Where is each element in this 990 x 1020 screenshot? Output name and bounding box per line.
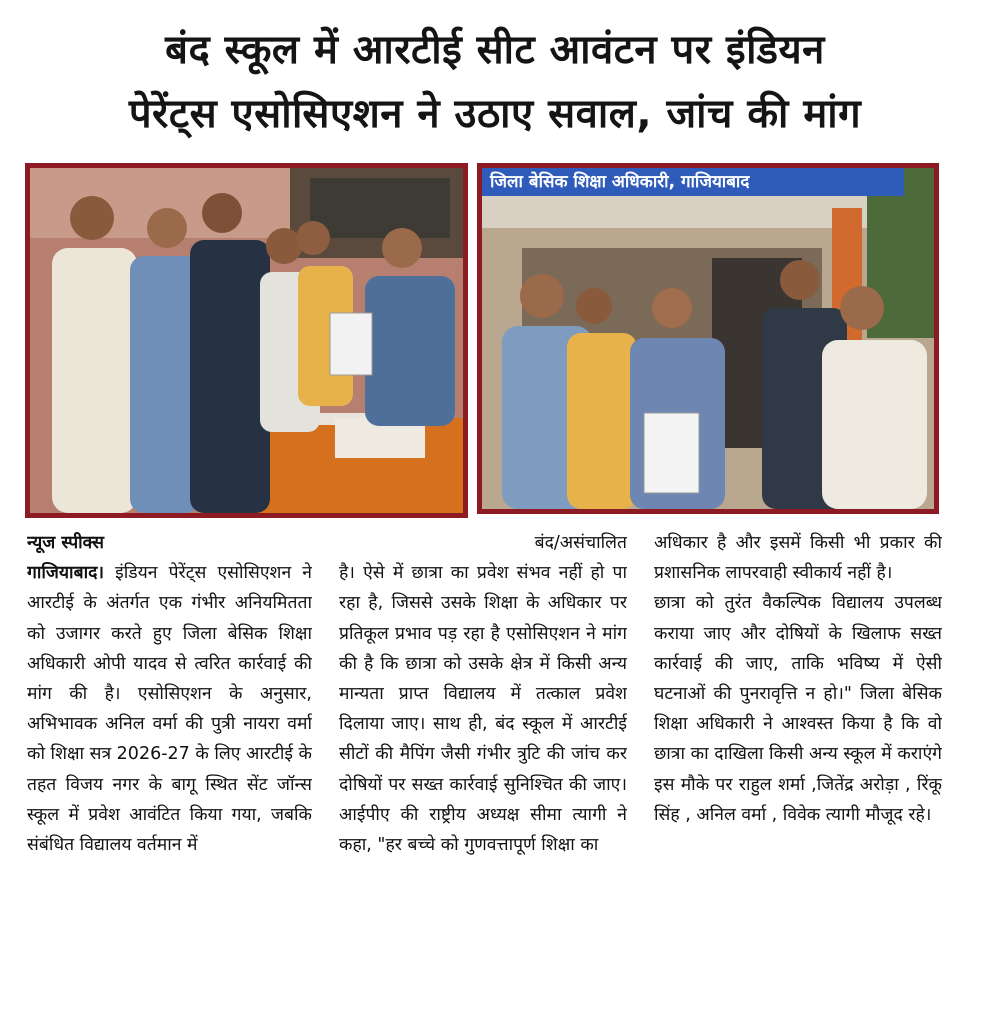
photo-memorandum-office bbox=[25, 163, 468, 518]
office-sign: जिला बेसिक शिक्षा अधिकारी, गाजियाबाद bbox=[482, 168, 904, 196]
headline bbox=[20, 18, 970, 146]
column-2-text: है। ऐसे में छात्रा का प्रवेश संभव नहीं हो पा रहा है, जिससे उसके शिक्षा के अधिकार पर प्रतिकूल प्रभाव पड़ रहा है एसोसिएशन ने मांग की है कि छात्रा को उसके क्षेत्र में किसी अन्य मान्यता प्राप्त विद्यालय में तत्काल प्रवेश दिलाया जाए। साथ ही, बंद स्कूल में आरटीई सीटों की मैपिंग जैसी गंभीर त्रुटि की जांच कर दोषियों पर सख्त कार्रवाई सुनिश्चित की जाए। आईपीए की राष्ट्रीय अध्यक्ष सीमा त्यागी ने कहा, "हर बच्चे को गुणवत्तापूर्ण शिक्षा का bbox=[339, 563, 627, 856]
byline: न्यूज स्पीक्स bbox=[27, 533, 104, 553]
column-3-paragraph-2: छात्रा को तुरंत वैकल्पिक विद्यालय उपलब्ध कराया जाए और दोषियों के खिलाफ सख्त कार्रवाई की जाए, ताकि भविष्य में ऐसी घटनाओं की पुनरावृत्ति न हो।" जिला बेसिक शिक्षा अधिकारी ने आश्वस्त किया है कि वो छात्रा का दाखिला किसी अन्य स्कूल में कराएंगे इस मौके पर राहुल शर्मा ,जितेंद्र अरोड़ा , रिंकू सिंह , अनिल वर्मा , विवेक त्यागी मौजूद रहे। bbox=[654, 593, 942, 825]
headline-line-1: बंद स्कूल में आरटीई सीट आवंटन पर इंडियन bbox=[165, 27, 825, 73]
article-column-2 bbox=[339, 528, 627, 1008]
headline-line-2: पेरेंट्स एसोसिएशन ने उठाए सवाल, जांच की मांग bbox=[128, 91, 862, 137]
column-1-paragraph bbox=[27, 558, 312, 860]
column-1-text: इंडियन पेरेंट्स एसोसिएशन ने आरटीई के अंतर्गत एक गंभीर अनियमितता को उजागर करते हुए जिला बेसिक शिक्षा अधिकारी ओपी यादव से त्वरित कार्रवाई की मांग की है। एसोसिएशन के अनुसार, अभिभावक अनिल वर्मा की पुत्री नायरा वर्मा को शिक्षा सत्र 2026-27 के लिए आरटीई के तहत विजय नगर के बागू स्थित सेंट जॉन्स स्कूल में प्रवेश आवंटित किया गया, जबकि संबंधित विद्यालय वर्तमान में bbox=[27, 563, 312, 856]
column-3-paragraph-1: अधिकार है और इसमें किसी भी प्रकार की प्रशासनिक लापरवाही स्वीकार्य नहीं है। bbox=[654, 533, 942, 584]
article-column-1 bbox=[27, 528, 312, 1008]
article-column-3 bbox=[654, 528, 942, 1008]
photo-office-scene bbox=[30, 168, 463, 513]
photo-outside-scene bbox=[482, 168, 934, 509]
dateline: गाजियाबाद। bbox=[27, 563, 105, 584]
column-2-first-line: बंद/असंचालित bbox=[534, 533, 627, 553]
photo-outside-office bbox=[477, 163, 939, 514]
